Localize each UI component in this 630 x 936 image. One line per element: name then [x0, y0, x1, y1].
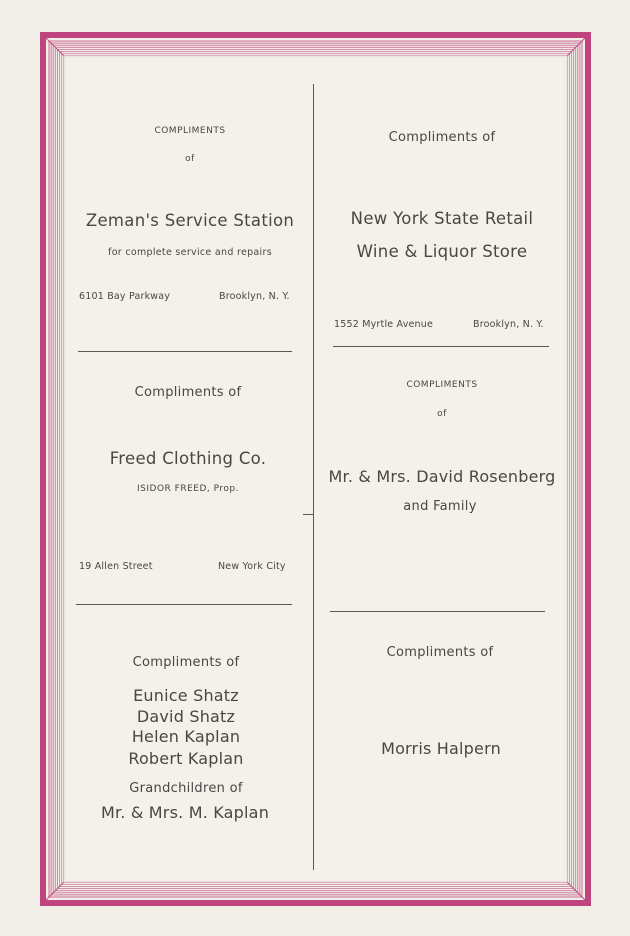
family-member-name: Eunice Shatz — [133, 686, 239, 705]
zeman-of: of — [185, 154, 195, 164]
nys-compliments: Compliments of — [388, 130, 496, 145]
nys-name-line2: Wine & Liquor Store — [356, 242, 528, 261]
family-member-name: David Shatz — [136, 707, 236, 726]
halpern-name: Morris Halpern — [381, 739, 501, 758]
section-divider — [78, 351, 292, 352]
divider-tick — [303, 514, 313, 515]
column-divider — [313, 84, 314, 870]
zeman-compliments: COMPLIMENTS — [154, 126, 226, 136]
family-member-name: Robert Kaplan — [128, 749, 244, 768]
freed-city: New York City — [218, 561, 286, 572]
shatz-grandparents: Mr. & Mrs. M. Kaplan — [100, 803, 270, 822]
freed-proprietor: ISIDOR FREED, Prop. — [137, 484, 239, 494]
shatz-compliments: Compliments of — [132, 655, 240, 670]
freed-business-name: Freed Clothing Co. — [109, 449, 267, 468]
shatz-relation: Grandchildren of — [129, 781, 243, 796]
zeman-city: Brooklyn, N. Y. — [219, 291, 290, 302]
rosenberg-family: and Family — [403, 499, 477, 514]
zeman-business-name: Zeman's Service Station — [85, 211, 295, 230]
freed-address: 19 Allen Street — [79, 561, 153, 572]
section-divider — [330, 611, 545, 612]
nys-name-line1: New York State Retail — [350, 209, 534, 228]
family-member-name: Helen Kaplan — [131, 727, 241, 746]
nys-address: 1552 Myrtle Avenue — [334, 319, 434, 330]
section-divider — [76, 604, 292, 605]
section-divider — [333, 346, 549, 347]
rosenberg-name: Mr. & Mrs. David Rosenberg — [328, 467, 556, 486]
rosenberg-compliments: COMPLIMENTS — [406, 380, 478, 390]
zeman-address: 6101 Bay Parkway — [79, 291, 171, 302]
zeman-tagline: for complete service and repairs — [108, 247, 272, 258]
halpern-compliments: Compliments of — [386, 645, 494, 660]
nys-city: Brooklyn, N. Y. — [473, 319, 544, 330]
freed-compliments: Compliments of — [134, 385, 242, 400]
rosenberg-of: of — [437, 409, 447, 419]
